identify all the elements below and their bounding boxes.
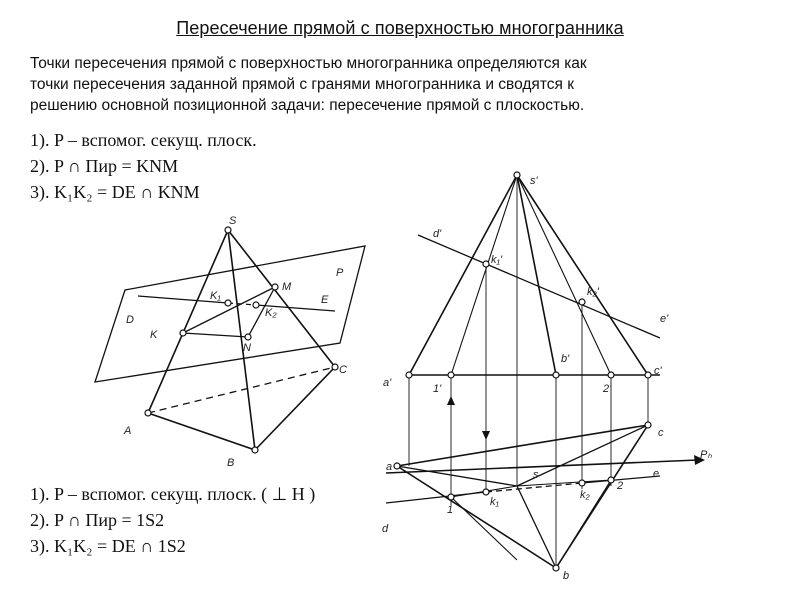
label-m: M (282, 281, 292, 293)
label-k: K (150, 329, 158, 341)
label-c: c (658, 427, 664, 439)
label-k1-prime: k₁' (491, 254, 503, 266)
top-line-de-hidden (486, 483, 582, 492)
label-s: S (229, 215, 237, 227)
intro-line-2: точки пересечения заданной прямой с гранями многогранника и сводятся к (30, 76, 574, 93)
label-a: A (124, 425, 132, 437)
label-e: E (321, 294, 329, 306)
label-2-prime: 2' (603, 383, 612, 395)
label-a-prime: a' (383, 377, 392, 389)
label-k2: K₂ (265, 307, 277, 319)
label-n: N (243, 342, 251, 354)
front-edge-sa (409, 175, 517, 375)
label-c: C (339, 364, 347, 376)
top-section-12 (451, 497, 517, 560)
label-k2-prime: k₂' (587, 286, 599, 298)
intro-line-3: решению основной позиционной задачи: пересечение прямой с плоскостью. (30, 97, 585, 114)
intro-line-1: Точки пересечения прямой с поверхностью многогранника определяются как (30, 55, 587, 72)
label-2: 2 (617, 480, 624, 492)
top-line-de-left (386, 492, 486, 503)
label-p: P (336, 267, 344, 279)
arrow-down-icon (482, 431, 490, 440)
step-3: 3). K₁K₂ = DE ∩ KNM (30, 182, 200, 202)
label-b-prime: b' (561, 353, 570, 365)
label-k2: k₂ (580, 489, 590, 501)
step-1: 1). P – вспомог. секущ. плоск. (30, 130, 257, 150)
step-2: 2). P ∩ Пир = 1S2 (30, 510, 165, 530)
label-b: b (563, 570, 570, 582)
plane-trace-ph (386, 460, 698, 473)
label-d: D (126, 314, 134, 326)
label-k1: k₁ (490, 496, 499, 508)
step-3: 3). K₁K₂ = DE ∩ 1S2 (30, 536, 186, 556)
page-title: Пересечение прямой с поверхностью многогранника (176, 18, 624, 38)
step-2: 2). P ∩ Пир = KNM (30, 156, 179, 176)
front-trace-s1 (451, 175, 517, 375)
top-section-s2 (517, 480, 611, 486)
front-line-de (418, 235, 660, 338)
label-s: s (533, 469, 539, 481)
label-ph: Pₕ (700, 449, 712, 461)
label-k1: K₁ (210, 290, 221, 302)
arrow-up-icon (447, 396, 455, 405)
step-1: 1). P – вспомог. секущ. плоск. ( ⊥ H ) (30, 484, 316, 504)
label-d-prime: d' (433, 228, 442, 240)
front-trace-s2 (517, 175, 611, 375)
label-d: d (382, 523, 389, 535)
label-a: a (386, 461, 393, 473)
top-edge-ac (397, 425, 648, 466)
label-e-prime: e' (660, 313, 669, 325)
label-b: B (227, 457, 235, 469)
label-c-prime: c' (654, 365, 662, 377)
label-e: e (653, 468, 660, 480)
label-1-prime: 1' (433, 383, 442, 395)
label-s-prime: s' (530, 175, 538, 187)
label-1: 1 (447, 504, 454, 516)
